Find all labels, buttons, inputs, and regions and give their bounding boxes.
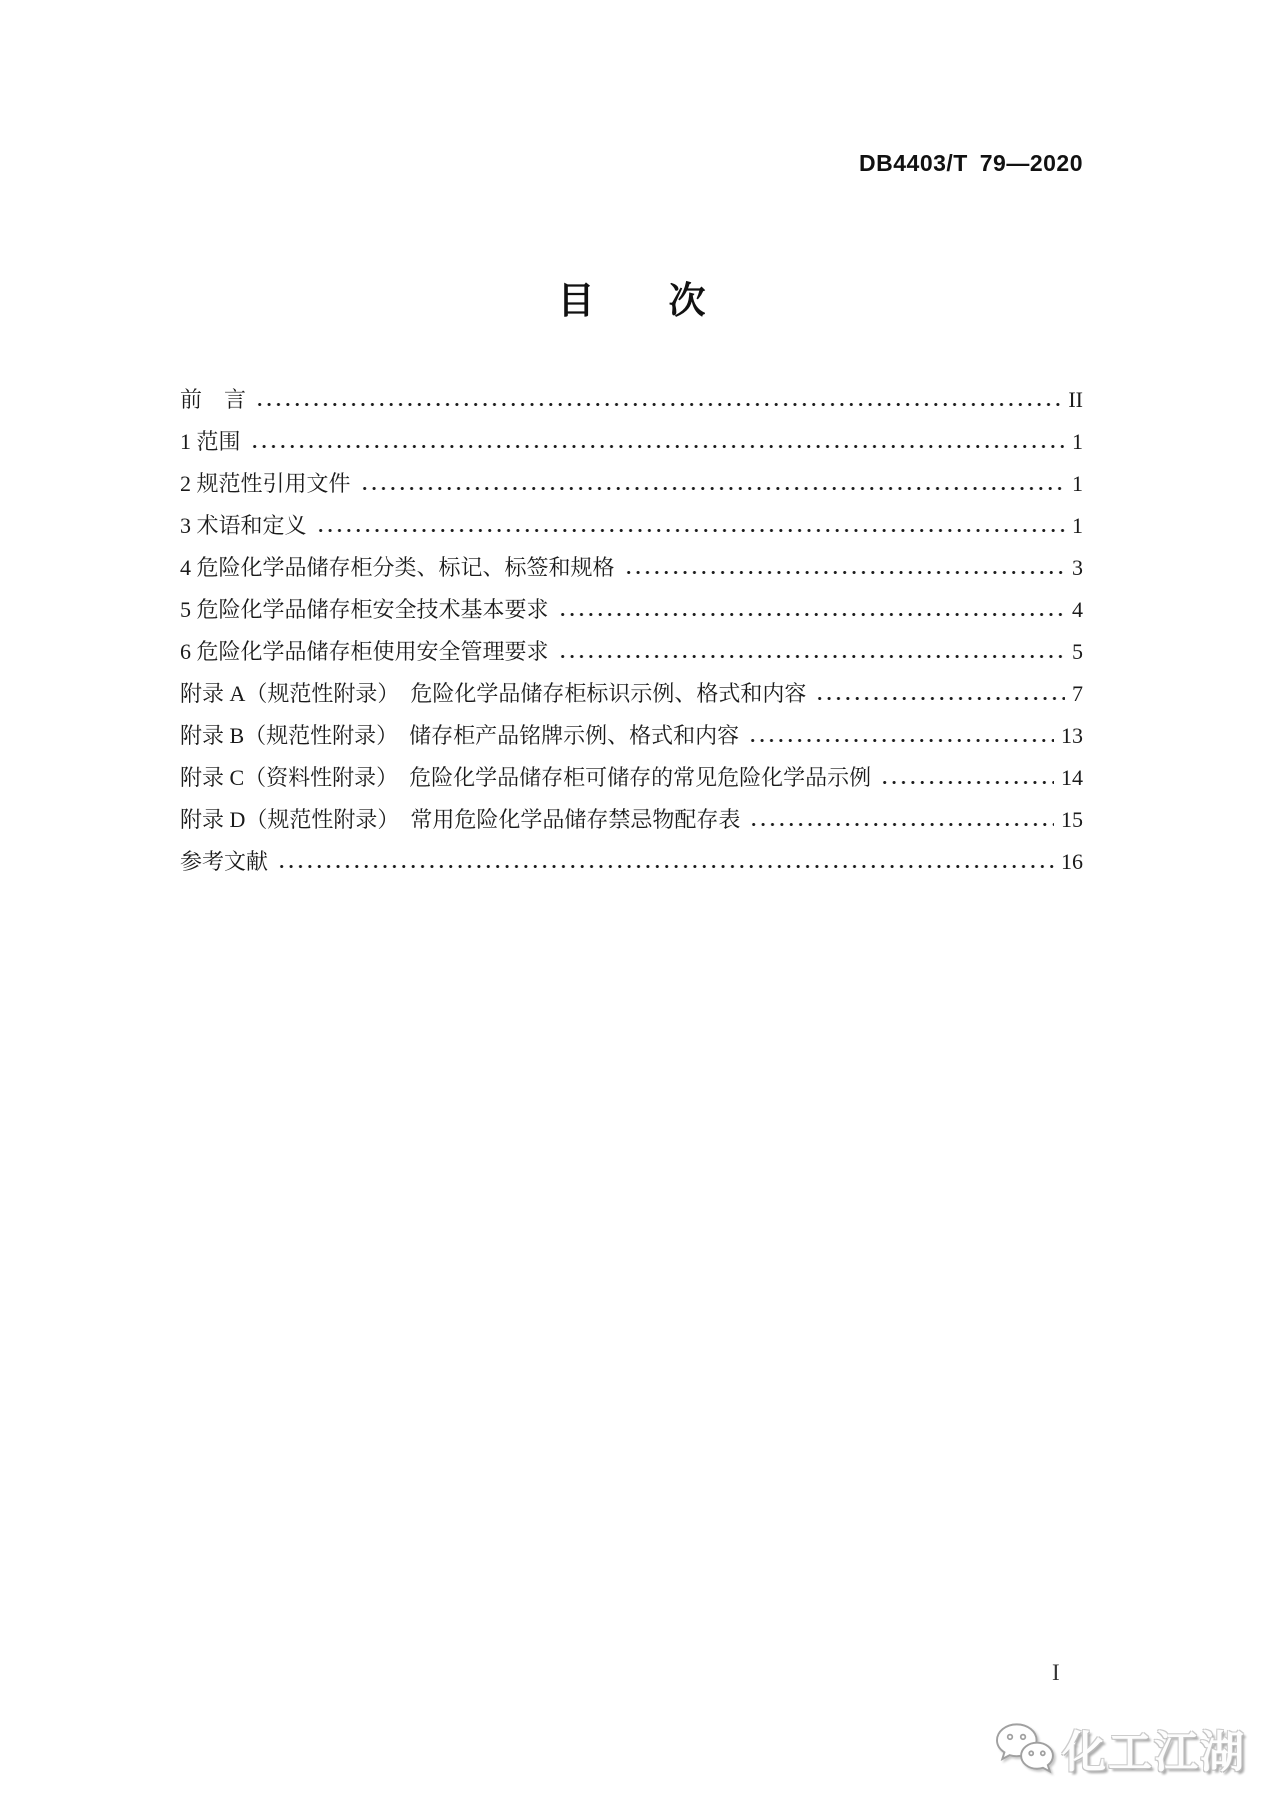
toc-entry <box>180 463 1083 505</box>
toc-entry-label: 4 危险化学品储存柜分类、标记、标签和规格 <box>180 555 615 580</box>
toc-entry <box>180 589 1083 631</box>
toc-entry <box>180 547 1083 589</box>
dot-leader <box>277 864 1054 869</box>
toc-entry <box>180 757 1083 799</box>
toc-entry <box>180 505 1083 547</box>
dot-leader <box>624 570 1065 575</box>
toc-list <box>180 379 1083 883</box>
toc-entry-page: 1 <box>1072 429 1083 454</box>
toc-entry-page: II <box>1068 387 1083 412</box>
toc-entry-page: 1 <box>1072 513 1083 538</box>
dot-leader <box>880 780 1054 785</box>
toc-entry-page: 16 <box>1061 849 1083 874</box>
dot-leader <box>360 486 1065 491</box>
toc-entry-page: 14 <box>1061 765 1083 790</box>
toc-entry-page: 13 <box>1061 723 1083 748</box>
dot-leader <box>255 402 1061 407</box>
toc-entry <box>180 631 1083 673</box>
toc-entry-label: 2 规范性引用文件 <box>180 471 351 496</box>
toc-entry-label: 3 术语和定义 <box>180 513 307 538</box>
toc-entry-label: 前 言 <box>180 387 247 412</box>
dot-leader <box>558 612 1065 617</box>
toc-entry-label: 附录 D（规范性附录） 常用危险化学品储存禁忌物配存表 <box>180 807 741 832</box>
dot-leader <box>815 696 1065 701</box>
watermark <box>994 1716 1246 1780</box>
dot-leader <box>558 654 1065 659</box>
toc-title: 目 次 <box>557 281 706 322</box>
toc-entry-label: 附录 C（资料性附录） 危险化学品储存柜可储存的常见危险化学品示例 <box>180 765 872 790</box>
watermark-text: 化工江湖 <box>1062 1728 1246 1777</box>
toc-entry-label: 附录 B（规范性附录） 储存柜产品铭牌示例、格式和内容 <box>180 723 740 748</box>
dot-leader <box>250 444 1065 449</box>
toc-entry <box>180 421 1083 463</box>
toc-entry <box>180 841 1083 883</box>
dot-leader <box>749 822 1054 827</box>
standard-number: DB4403/T 79—2020 <box>859 150 1083 176</box>
toc-entry <box>180 379 1083 421</box>
toc-entry <box>180 715 1083 757</box>
toc-entry-label: 1 范围 <box>180 429 241 454</box>
toc-entry <box>180 673 1083 715</box>
toc-entry-label: 6 危险化学品储存柜使用安全管理要求 <box>180 639 549 664</box>
toc-entry-label: 5 危险化学品储存柜安全技术基本要求 <box>180 597 549 622</box>
toc-entry-page: 15 <box>1061 807 1083 832</box>
wechat-icon <box>994 1721 1054 1775</box>
toc-entry-page: 4 <box>1072 597 1083 622</box>
toc-entry-page: 7 <box>1072 681 1083 706</box>
toc-entry <box>180 799 1083 841</box>
toc-entry-label: 附录 A（规范性附录） 危险化学品储存柜标识示例、格式和内容 <box>180 681 807 706</box>
toc-entry-page: 3 <box>1072 555 1083 580</box>
toc-entry-page: 1 <box>1072 471 1083 496</box>
toc-entry-page: 5 <box>1072 639 1083 664</box>
dot-leader <box>748 738 1054 743</box>
page-number: I <box>1052 1660 1060 1685</box>
dot-leader <box>316 528 1065 533</box>
toc-entry-label: 参考文献 <box>180 849 269 874</box>
